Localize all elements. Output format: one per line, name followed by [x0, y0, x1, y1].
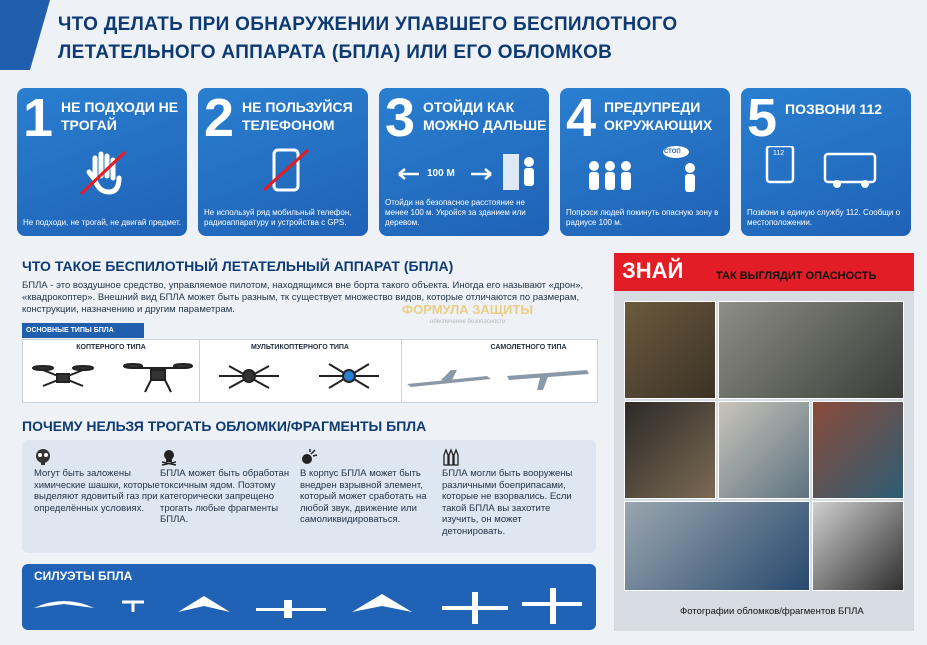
hand-stop-icon — [17, 146, 187, 206]
types-box — [22, 339, 598, 403]
watermark-subtext: обеспечение безопасности — [430, 319, 506, 325]
debris-photo-3 — [624, 401, 716, 499]
types-bar: ОСНОВНЫЕ ТИПЫ БПЛА — [22, 323, 144, 338]
step-card-3 — [379, 88, 549, 236]
debris-photo-4 — [718, 401, 810, 499]
distance-arrows-icon — [379, 146, 549, 206]
ammunition-icon — [442, 448, 460, 466]
explosion-icon — [300, 448, 318, 466]
step-card-4 — [560, 88, 730, 236]
what-is-text: БПЛА - это воздушное средство, управляемое пилотом, находящимся вне борта такого объекта. Иногда его называют «дрон», «квадрокоптер». Внешний вид БПЛА может быть разным, тк существует множество видов, которые отличаются по размерам, конструкции, назначению и другим параметрам. — [22, 280, 584, 315]
header-stripe — [0, 0, 50, 70]
step-title: ПРЕДУПРЕДИ ОКРУЖАЮЩИХ — [604, 99, 713, 133]
silhouettes-title: СИЛУЭТЫ БПЛА — [34, 569, 133, 583]
quadcopter-icon — [23, 354, 199, 400]
step-title: ОТОЙДИ КАК МОЖНО ДАЛЬШЕ — [423, 99, 547, 133]
skull-icon — [160, 448, 178, 466]
page-title-line1: ЧТО ДЕЛАТЬ ПРИ ОБНАРУЖЕНИИ УПАВШЕГО БЕСПИЛОТНОГО — [58, 14, 678, 35]
know-subtitle: ТАК ВЫГЛЯДИТ ОПАСНОСТЬ — [716, 270, 877, 282]
step-card-1 — [17, 88, 187, 236]
phone-ambulance-icon — [741, 146, 911, 206]
type-airplane — [401, 340, 596, 402]
know-word: ЗНАЙ — [622, 258, 684, 283]
step-description: Позвони в единую службу 112. Сообщи о местоположении. — [747, 208, 901, 227]
fixed-wing-drone-icon — [401, 354, 596, 400]
type-copter — [23, 340, 200, 402]
gas-mask-icon — [34, 448, 52, 466]
watermark-text: ФОРМУЛА ЗАЩИТЫ — [402, 302, 534, 317]
why-item-ammo — [442, 448, 584, 537]
type-label: МУЛЬТИКОПТЕРНОГО ТИПА — [251, 344, 349, 351]
step-number: 1 — [23, 88, 54, 148]
page-title-line2: ЛЕТАТЕЛЬНОГО АППАРАТА (БПЛА) ИЛИ ЕГО ОБЛОМКОВ — [58, 42, 613, 63]
step-number: 4 — [566, 88, 597, 148]
step-title: НЕ ПОЛЬЗУЙСЯ ТЕЛЕФОНОМ — [242, 99, 353, 133]
why-title: ПОЧЕМУ НЕЛЬЗЯ ТРОГАТЬ ОБЛОМКИ/ФРАГМЕНТЫ БПЛА — [22, 418, 427, 434]
photo-caption: Фотографии обломков/фрагментов БПЛА — [680, 606, 864, 617]
step-number: 2 — [204, 88, 235, 148]
step-card-2 — [198, 88, 368, 236]
step-card-5 — [741, 88, 911, 236]
debris-photo-7 — [812, 501, 904, 591]
drone-silhouettes-icon — [22, 582, 596, 628]
debris-photo-6 — [624, 501, 810, 591]
step-description: Отойди на безопасное расстояние не менее 100 м. Укройся за зданием или деревом. — [385, 198, 526, 227]
why-item-poison — [160, 448, 290, 526]
step-number: 5 — [747, 88, 778, 148]
step-distance: 100 М — [427, 168, 455, 179]
step-description: Не подходи, не трогай, не двигай предмет. — [23, 218, 182, 227]
step-description: Не используй ряд мобильный телефон, радиоаппаратуру и устройства с GPS. — [204, 208, 352, 227]
why-text: В корпус БПЛА может быть внедрен взрывной элемент, который может сработать на любой звук, движение или самоликвидироваться. — [300, 468, 427, 525]
why-text: БПЛА может быть обработан токсичным ядом. Поэтому категорически запрещено трогать любые фрагменты БПЛА. — [160, 468, 290, 525]
step-title: ПОЗВОНИ 112 — [785, 101, 883, 117]
why-item-chemical — [34, 448, 164, 514]
type-label: КОПТЕРНОГО ТИПА — [76, 344, 146, 351]
step-description: Попроси людей покинуть опасную зону в радиусе 100 м. — [566, 208, 719, 227]
step-number: 3 — [385, 88, 416, 148]
debris-photo-5 — [812, 401, 904, 499]
debris-photo-2 — [718, 301, 904, 399]
what-is-title: ЧТО ТАКОЕ БЕСПИЛОТНЫЙ ЛЕТАТЕЛЬНЫЙ АППАРАТ (БПЛА) — [22, 258, 454, 274]
phone-number-label: 112 — [773, 150, 785, 157]
people-warning-icon — [560, 146, 730, 206]
know-panel — [614, 253, 914, 631]
multicopter-icon — [199, 354, 401, 400]
debris-photo-1 — [624, 301, 716, 399]
type-multicopter — [199, 340, 402, 402]
step-title: НЕ ПОДХОДИ НЕ ТРОГАЙ — [61, 99, 179, 133]
why-item-explosive — [300, 448, 430, 526]
why-text: Могут быть заложены химические шашки, которые выделяют ядовитый газ при определённых условиях. — [34, 468, 160, 514]
stop-bubble-text: СТОП — [664, 149, 681, 155]
type-label: САМОЛЕТНОГО ТИПА — [490, 344, 567, 351]
why-text: БПЛА могли быть вооружены различными боеприпасами, которые не взорвались. Если такой БПЛА вы захотите изучить, он может детонировать. — [442, 468, 573, 537]
phone-crossed-icon — [198, 146, 368, 206]
why-box — [22, 440, 596, 553]
